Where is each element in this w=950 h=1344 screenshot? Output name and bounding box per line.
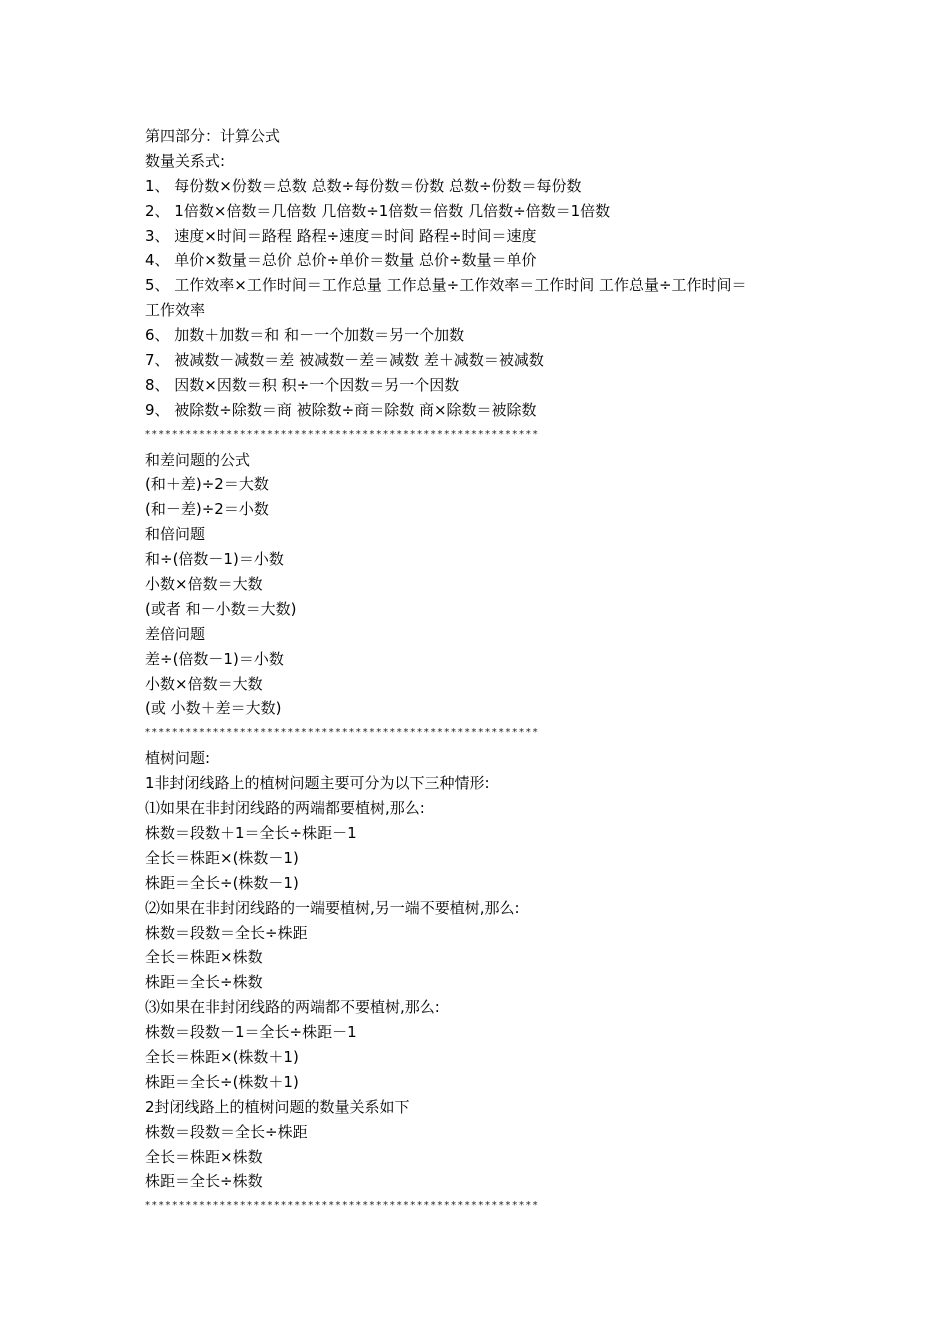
paragraph-line: ⑴如果在非封闭线路的两端都要植树,那么: — [145, 799, 425, 818]
subsection-heading: 和倍问题 — [145, 525, 206, 544]
formula-line: 7、 被减数－减数＝差 被减数－差＝减数 差＋减数＝被减数 — [145, 351, 544, 370]
formula-line: 全长＝株距×株数 — [145, 948, 263, 967]
formula-line: 差÷(倍数－1)＝小数 — [145, 649, 284, 668]
formula-line: 4、 单价×数量＝总价 总价÷单价＝数量 总价÷数量＝单价 — [145, 251, 537, 270]
formula-line: 8、 因数×因数＝积 积÷一个因数＝另一个因数 — [145, 375, 460, 394]
formula-line: 全长＝株距×(株数＋1) — [145, 1047, 299, 1066]
formula-line: (和＋差)÷2＝大数 — [145, 475, 269, 494]
subsection-heading: 数量关系式: — [145, 151, 226, 170]
formula-line: 全长＝株距×株数 — [145, 1147, 263, 1166]
formula-line: 3、 速度×时间＝路程 路程÷速度＝时间 路程÷时间＝速度 — [145, 226, 537, 245]
separator-line: ********************************************************** — [145, 727, 540, 739]
subsection-heading: 和差问题的公式 — [145, 450, 251, 469]
formula-line: 株距＝全长÷(株数＋1) — [145, 1072, 299, 1091]
formula-line: 株距＝全长÷株数 — [145, 1172, 263, 1191]
formula-line: (和－差)÷2＝小数 — [145, 500, 269, 519]
formula-line: 小数×倍数＝大数 — [145, 674, 263, 693]
subsection-heading: 差倍问题 — [145, 624, 206, 643]
formula-line: 9、 被除数÷除数＝商 被除数÷商＝除数 商×除数＝被除数 — [145, 400, 537, 419]
formula-line: 全长＝株距×(株数－1) — [145, 848, 299, 867]
subsection-heading: 植树问题: — [145, 749, 211, 768]
formula-line: 6、 加数＋加数＝和 和－一个加数＝另一个加数 — [145, 326, 465, 345]
formula-line: (或 小数＋差＝大数) — [145, 699, 282, 718]
separator-line: ********************************************************** — [145, 1200, 540, 1212]
formula-line: 工作效率 — [145, 301, 206, 320]
formula-line: 株数＝段数－1＝全长÷株距－1 — [145, 1023, 357, 1042]
paragraph-line: 2封闭线路上的植树问题的数量关系如下 — [145, 1097, 410, 1116]
formula-line: 2、 1倍数×倍数＝几倍数 几倍数÷1倍数＝倍数 几倍数÷倍数＝1倍数 — [145, 201, 611, 220]
formula-line: 小数×倍数＝大数 — [145, 575, 263, 594]
formula-line: 株距＝全长÷株数 — [145, 973, 263, 992]
separator-line: ********************************************************** — [145, 428, 540, 440]
paragraph-line: ⑵如果在非封闭线路的一端要植树,另一端不要植树,那么: — [145, 898, 520, 917]
formula-line: (或者 和－小数＝大数) — [145, 599, 297, 618]
formula-line: 1、 每份数×份数＝总数 总数÷每份数＝份数 总数÷份数＝每份数 — [145, 176, 582, 195]
paragraph-line: 1非封闭线路上的植树问题主要可分为以下三种情形: — [145, 774, 490, 793]
document-body — [145, 124, 815, 1219]
formula-line: 株数＝段数＋1＝全长÷株距－1 — [145, 823, 357, 842]
formula-line: 株数＝段数＝全长÷株距 — [145, 923, 308, 942]
formula-line: 株数＝段数＝全长÷株距 — [145, 1122, 308, 1141]
section-title: 第四部分：计算公式 — [145, 127, 281, 145]
formula-line: 和÷(倍数－1)＝小数 — [145, 550, 284, 569]
formula-line: 5、 工作效率×工作时间＝工作总量 工作总量÷工作效率＝工作时间 工作总量÷工作时间＝ — [145, 276, 747, 295]
formula-line: 株距＝全长÷(株数－1) — [145, 873, 299, 892]
paragraph-line: ⑶如果在非封闭线路的两端都不要植树,那么: — [145, 998, 440, 1017]
